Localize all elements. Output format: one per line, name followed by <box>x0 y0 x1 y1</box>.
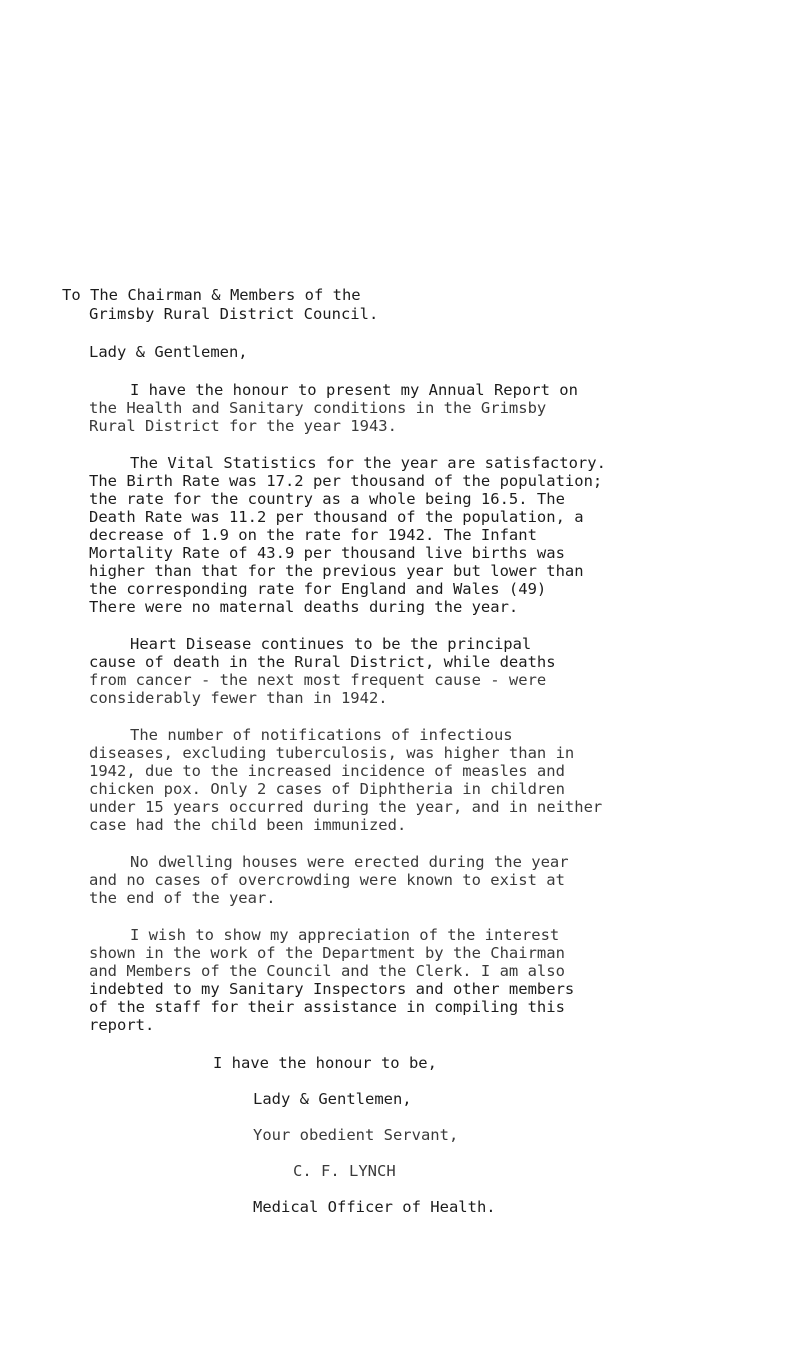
paragraph-3-line: cause of death in the Rural District, while deaths <box>89 653 556 671</box>
paragraph-3-line: considerably fewer than in 1942. <box>89 689 388 707</box>
paragraph-1-line: Rural District for the year 1943. <box>89 417 397 435</box>
paragraph-6-line: I wish to show my appreciation of the interest <box>130 926 560 944</box>
paragraph-2-line: Death Rate was 11.2 per thousand of the population, a <box>89 508 584 526</box>
paragraph-6-line: shown in the work of the Department by the Chairman <box>89 944 565 962</box>
paragraph-2-line: The Birth Rate was 17.2 per thousand of the population; <box>89 472 603 490</box>
closing-valediction: Your obedient Servant, <box>253 1126 459 1144</box>
paragraph-2-line: the corresponding rate for England and Wales (49) <box>89 580 547 598</box>
paragraph-2-line: There were no maternal deaths during the year. <box>89 598 519 616</box>
paragraph-2-line: higher than that for the previous year but lower than <box>89 562 584 580</box>
paragraph-2-line: Mortality Rate of 43.9 per thousand live births was <box>89 544 565 562</box>
paragraph-4-line: case had the child been immunized. <box>89 816 407 834</box>
paragraph-5-line: the end of the year. <box>89 889 276 907</box>
closing-honour: I have the honour to be, <box>213 1054 437 1072</box>
paragraph-3-line: from cancer - the next most frequent cause - were <box>89 671 547 689</box>
paragraph-6-line: report. <box>89 1016 155 1034</box>
paragraph-4-line: 1942, due to the increased incidence of measles and <box>89 762 565 780</box>
paragraph-6-line: of the staff for their assistance in compiling this <box>89 998 565 1016</box>
paragraph-6-line: indebted to my Sanitary Inspectors and other members <box>89 980 575 998</box>
paragraph-4-line: The number of notifications of infectious <box>130 726 513 744</box>
signature-name: C. F. LYNCH <box>293 1162 396 1180</box>
paragraph-2-line: The Vital Statistics for the year are satisfactory. <box>130 454 606 472</box>
salutation: Lady & Gentlemen, <box>89 343 248 361</box>
paragraph-5-line: No dwelling houses were erected during the year <box>130 853 569 871</box>
address-line-2: Grimsby Rural District Council. <box>89 305 379 323</box>
address-line-1: To The Chairman & Members of the <box>62 286 361 304</box>
paragraph-1-line: I have the honour to present my Annual Report on <box>130 381 578 399</box>
paragraph-1-line: the Health and Sanitary conditions in the Grimsby <box>89 399 547 417</box>
signature-title: Medical Officer of Health. <box>253 1198 496 1216</box>
paragraph-4-line: chicken pox. Only 2 cases of Diphtheria in children <box>89 780 565 798</box>
paragraph-2-line: the rate for the country as a whole being 16.5. The <box>89 490 565 508</box>
paragraph-6-line: and Members of the Council and the Clerk. I am also <box>89 962 565 980</box>
paragraph-2-line: decrease of 1.9 on the rate for 1942. The Infant <box>89 526 537 544</box>
paragraph-3-line: Heart Disease continues to be the principal <box>130 635 532 653</box>
paragraph-5-line: and no cases of overcrowding were known to exist at <box>89 871 565 889</box>
closing-salutation: Lady & Gentlemen, <box>253 1090 412 1108</box>
paragraph-4-line: diseases, excluding tuberculosis, was higher than in <box>89 744 575 762</box>
paragraph-4-line: under 15 years occurred during the year, and in neither <box>89 798 603 816</box>
